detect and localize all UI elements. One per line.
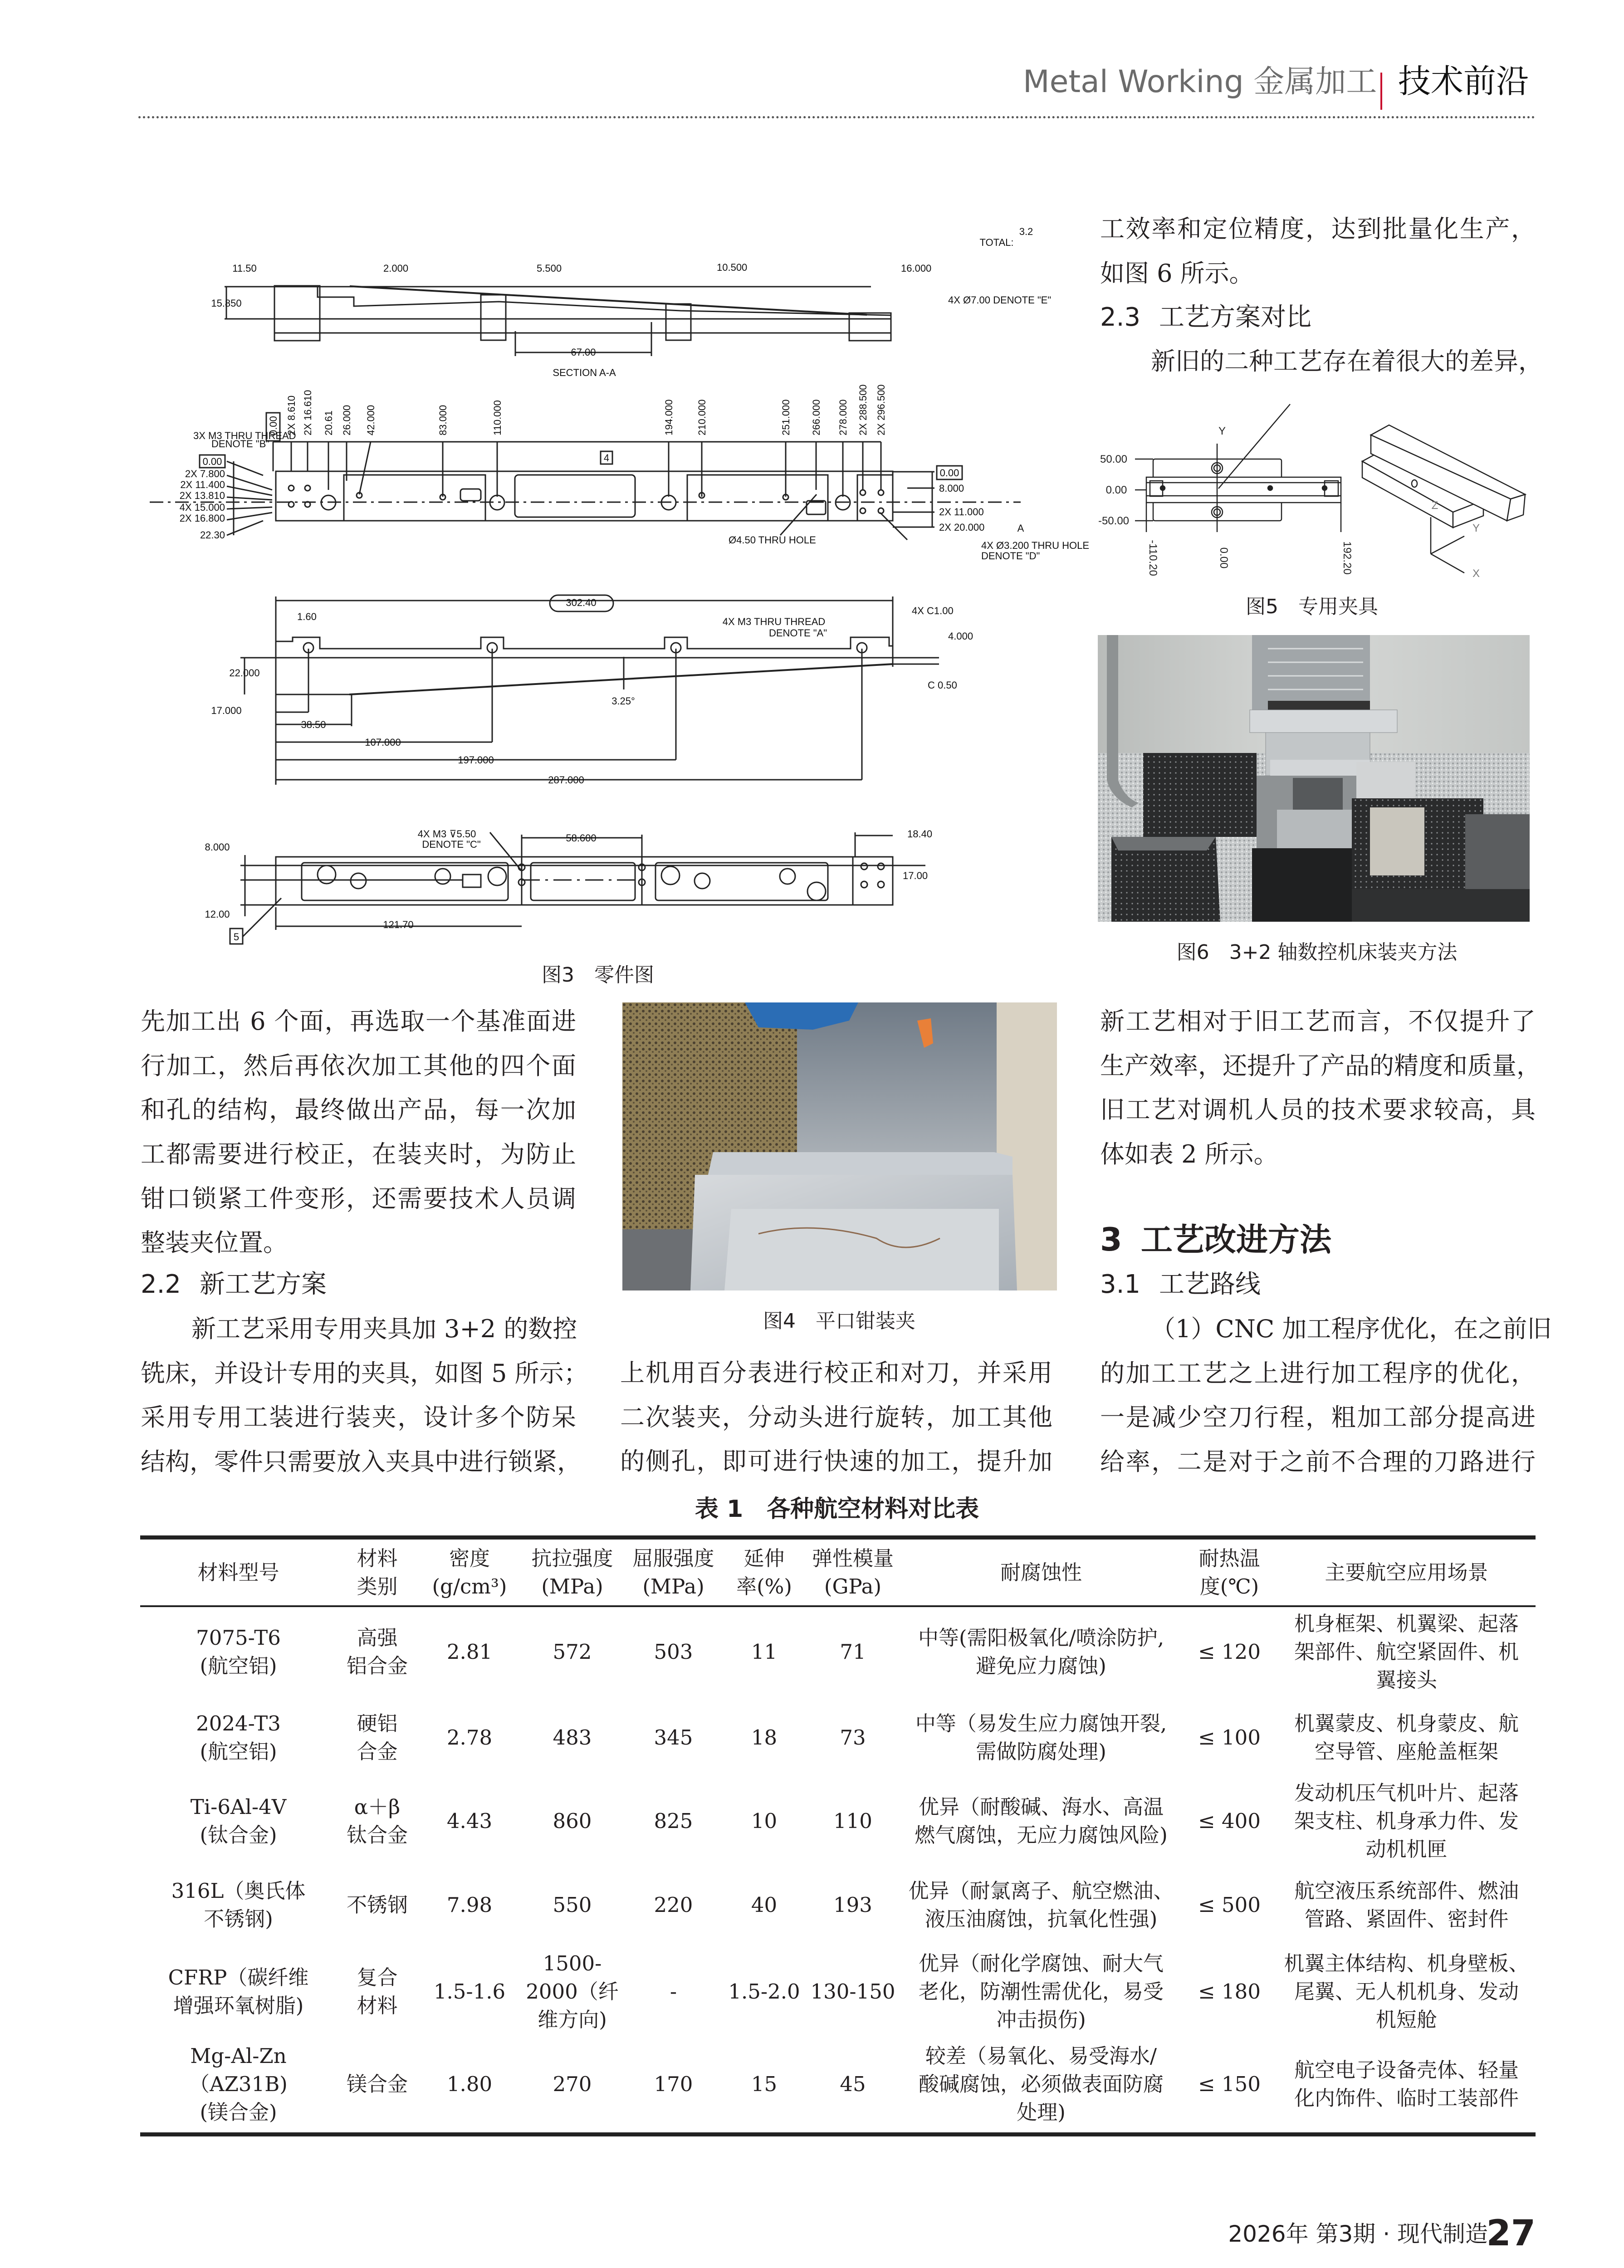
text-line: 给率，二是对于之前不合理的刀路进行 — [1100, 1447, 1536, 1476]
cell-category: 高强 铝合金 — [346, 1625, 408, 1678]
journal-name-cn: 金属加工 — [1253, 64, 1377, 100]
materials-comparison-table — [140, 1535, 1536, 2136]
heading-title: 工艺路线 — [1159, 1270, 1261, 1299]
figure6-cnc-machine-photo — [1098, 635, 1530, 922]
cell-heat: ≤ 150 — [1198, 2072, 1261, 2097]
fig3-dimension-label: 22.000 — [229, 667, 260, 679]
fig3-dimension-label: 2X 11.400 — [180, 479, 225, 490]
cell-usage: 航空液压系统部件、燃油 管路、紧固件、密封件 — [1294, 1879, 1519, 1931]
text-line: 先加工出 6 个面，再选取一个基准面进 — [141, 1007, 576, 1036]
right-top-paragraph-2 — [1100, 339, 1543, 384]
fig3-dimension-label: C 0.50 — [928, 679, 957, 691]
cell-yield: 170 — [654, 2072, 693, 2097]
fig3-dimension-label: 58.600 — [566, 832, 597, 844]
cell-elongation: 10 — [751, 1809, 778, 1833]
cell-tensile: 572 — [553, 1639, 592, 1664]
fig3-dimension-label: 18.40 — [907, 828, 933, 840]
fig3-dimension-label: 2X 11.000 — [939, 506, 984, 518]
cell-yield: 220 — [654, 1893, 693, 1917]
figure4-caption: 图4 平口钳装夹 — [763, 1310, 915, 1333]
cell-density: 7.98 — [446, 1893, 493, 1917]
fig5-x-label-3: 192.20 — [1341, 541, 1353, 575]
fig3-dimension-label: 2X 288.500 — [857, 384, 869, 435]
fig5-y-label-2: 0.00 — [1105, 484, 1127, 496]
cell-corrosion: 优异（耐氯离子、航空燃油、 液压油腐蚀，抗氧化性强) — [908, 1879, 1174, 1931]
cell-elongation: 1.5-2.0 — [728, 1980, 800, 2004]
cell-model: 7075-T6 (航空铝) — [196, 1625, 281, 1678]
section-title: 技术前沿 — [1398, 62, 1529, 100]
cell-model: Ti-6Al-4V (钛合金) — [190, 1795, 287, 1847]
fig3-dimension-label: 4X 15.000 — [179, 502, 225, 513]
cell-tensile: 860 — [553, 1809, 592, 1833]
column-header: 耐热温 度(℃) — [1181, 1538, 1277, 1607]
fig3-dimension-label: DENOTE "D" — [981, 550, 1040, 562]
cell-density: 1.80 — [446, 2072, 493, 2097]
table-row — [140, 1696, 1536, 1779]
fig3-dimension-label: 302.40 — [566, 597, 597, 608]
text-line: 生产效率，还提升了产品的精度和质量， — [1100, 1051, 1541, 1080]
figure4-vise-clamping-photo — [622, 1002, 1057, 1290]
text-line: 行加工，然后再依次加工其他的四个面 — [141, 1051, 576, 1080]
column-header: 材料型号 — [140, 1538, 337, 1607]
section-heading-3 — [1100, 1219, 1331, 1260]
heading-title: 新工艺方案 — [200, 1270, 327, 1299]
table-row — [140, 1947, 1536, 2037]
fig3-dimension-label: 67.00 — [571, 347, 596, 358]
fig5-y-label-1: 50.00 — [1100, 453, 1128, 465]
fig3-dimension-label: DENOTE "C" — [422, 839, 481, 850]
cell-elongation: 40 — [751, 1893, 778, 1917]
fig3-dimension-label: Ø4.50 THRU HOLE — [729, 534, 816, 546]
fig3-dimension-label: 4X Ø3.200 THRU HOLE — [981, 540, 1090, 551]
text-line: 的加工工艺之上进行加工程序的优化， — [1100, 1359, 1536, 1388]
fig3-dimension-label: 3.2 — [1019, 226, 1033, 237]
cell-model: CFRP（碳纤维 增强环氧树脂) — [168, 1965, 309, 2018]
fig3-dimension-label: 2X 16.800 — [179, 513, 225, 524]
right-paragraph-2 — [1100, 1307, 1552, 1484]
column-header: 抗拉强度 (MPa) — [521, 1538, 623, 1607]
cell-modulus: 71 — [840, 1639, 866, 1664]
fig3-dimension-label: 15.850 — [211, 298, 242, 309]
cell-tensile: 270 — [553, 2072, 592, 2097]
cell-model: 316L（奥氏体 不锈钢) — [171, 1879, 306, 1931]
cell-model: 2024-T3 (航空铝) — [196, 1711, 281, 1764]
cell-usage: 发动机压气机叶片、起落 架支柱、机身承力件、发 动机机匣 — [1294, 1781, 1519, 1861]
fig3-dimension-label: 26.000 — [341, 405, 352, 435]
fig3-dimension-label: 4X M3 ⊽5.50 — [417, 828, 476, 840]
cell-corrosion: 优异（耐酸碱、海水、高温 燃气腐蚀，无应力腐蚀风险) — [915, 1795, 1168, 1847]
cell-modulus: 73 — [840, 1725, 866, 1750]
fig3-dimension-label: 4X Ø7.00 DENOTE "E" — [948, 294, 1052, 306]
issue-info: 2026年 第3期 · 现代制造 — [1228, 2221, 1488, 2247]
fig3-dimension-label: 194.000 — [663, 399, 675, 435]
fig3-dimension-label: 121.70 — [383, 919, 414, 930]
page-number: 27 — [1486, 2213, 1536, 2254]
column-header: 主要航空应用场景 — [1277, 1538, 1536, 1607]
cell-elongation: 18 — [751, 1725, 778, 1750]
cell-usage: 机身框架、机翼梁、起落 架部件、航空紧固件、机 翼接头 — [1294, 1611, 1519, 1692]
fig3-dimension-label: 11.50 — [232, 263, 257, 274]
fig3-dimension-label: 12.00 — [205, 909, 230, 920]
text-line: 工效率和定位精度，达到批量化生产， — [1100, 215, 1536, 243]
fig3-dimension-label: 17.00 — [903, 870, 928, 881]
figure5-fixture-drawing — [1098, 395, 1542, 594]
heading-title: 工艺方案对比 — [1159, 303, 1311, 332]
column-header: 弹性模量 (GPa) — [805, 1538, 901, 1607]
fig3-dimension-label: 2X 8.610 — [286, 395, 297, 435]
heading-number: 3.1 — [1100, 1270, 1141, 1299]
fig3-dimension-label: 83.000 — [437, 405, 449, 435]
header-dotted-rule — [138, 116, 1536, 118]
fig3-dimension-label: 2X 296.500 — [876, 384, 887, 435]
cell-heat: ≤ 100 — [1198, 1725, 1261, 1750]
cell-modulus: 130-150 — [810, 1980, 895, 2004]
fig3-dimension-label: 16.000 — [901, 263, 932, 274]
left-paragraph-1 — [141, 999, 576, 1265]
fig3-dimension-label: 1.60 — [297, 611, 317, 622]
fig3-dimension-label: 197.000 — [458, 754, 494, 766]
fig3-dimension-label: 4X M3 THRU THREAD — [722, 616, 826, 627]
cell-tensile: 550 — [553, 1893, 592, 1917]
figure3-part-drawing — [136, 218, 1090, 966]
section-heading-3-1 — [1100, 1268, 1261, 1301]
cell-modulus: 45 — [840, 2072, 866, 2097]
cell-heat: ≤ 500 — [1198, 1893, 1261, 1917]
text-line: 的侧孔，即可进行快速的加工，提升加 — [620, 1447, 1052, 1476]
cell-heat: ≤ 120 — [1198, 1639, 1261, 1664]
fig3-dimension-label: 0.00 — [202, 456, 222, 467]
cell-category: 硬铝 合金 — [357, 1711, 398, 1764]
figure6-caption: 图6 3+2 轴数控机床装夹方法 — [1176, 941, 1458, 964]
fig3-dimension-label: 5 — [233, 931, 240, 943]
fig3-dimension-label: 4 — [603, 452, 610, 464]
table-title: 表 1 各种航空材料对比表 — [695, 1496, 979, 1523]
cell-tensile: 483 — [553, 1725, 592, 1750]
fig3-dimension-label: 4.000 — [948, 631, 973, 642]
fig3-dimension-label: 42.000 — [365, 405, 377, 435]
cell-elongation: 11 — [751, 1639, 778, 1664]
fig3-dimension-label: 278.000 — [837, 399, 849, 435]
section-heading-2-2 — [141, 1268, 327, 1301]
cell-density: 4.43 — [446, 1809, 493, 1833]
cell-modulus: 193 — [833, 1893, 872, 1917]
cell-usage: 机翼主体结构、机身壁板、 尾翼、无人机机身、发动 机短舱 — [1284, 1951, 1529, 2032]
fig3-dimension-label: SECTION A-A — [553, 367, 616, 378]
table-row — [140, 2037, 1536, 2134]
fig3-dimension-label: 8.000 — [939, 483, 964, 494]
cell-category: 复合 材料 — [357, 1965, 398, 2018]
cell-density: 2.78 — [446, 1725, 493, 1750]
cell-yield: 825 — [654, 1809, 693, 1833]
column-header: 耐腐蚀性 — [901, 1538, 1181, 1607]
journal-name — [1023, 64, 1377, 101]
cell-elongation: 15 — [751, 2072, 778, 2097]
table-header-row — [140, 1538, 1536, 1607]
text-line: 采用专用工装进行装夹，设计多个防呆 — [141, 1403, 576, 1432]
text-line: 整装夹位置。 — [141, 1228, 288, 1257]
fig3-dimension-label: 8.000 — [205, 841, 230, 853]
heading-number: 3 — [1100, 1221, 1122, 1258]
section-heading-2-3 — [1100, 301, 1311, 334]
fig3-dimension-label: 5.500 — [537, 263, 562, 274]
fig3-dimension-label: 20.61 — [323, 410, 334, 435]
cell-tensile: 1500- 2000（纤 维方向) — [526, 1951, 619, 2032]
heading-title: 工艺改进方法 — [1141, 1221, 1331, 1258]
cell-yield: 345 — [654, 1725, 693, 1750]
cell-usage: 机翼蒙皮、机身蒙皮、航 空导管、座舱盖框架 — [1294, 1711, 1519, 1764]
middle-paragraph — [620, 1351, 1052, 1484]
fig3-dimension-label: 2X 7.800 — [185, 468, 225, 479]
fig3-dimension-label: 251.000 — [780, 399, 792, 435]
text-line: （1）CNC 加工程序优化，在之前旧 — [1151, 1315, 1552, 1343]
fig3-dimension-label: TOTAL: — [979, 237, 1014, 248]
cell-heat: ≤ 400 — [1198, 1809, 1261, 1833]
fig5-axis-y2: Y — [1472, 522, 1480, 534]
cell-corrosion: 中等（易发生应力腐蚀开裂, 需做防腐处理) — [915, 1711, 1167, 1764]
fig5-axis-x: X — [1472, 567, 1480, 580]
cell-yield: - — [670, 1980, 677, 2004]
fig3-dimension-label: 110.000 — [492, 400, 503, 435]
text-line: 和孔的结构，最终做出产品，每一次加 — [141, 1095, 576, 1124]
fig3-dimension-label: DENOTE "A" — [768, 627, 827, 639]
fig5-x-label-1: -110.20 — [1147, 540, 1159, 576]
heading-number: 2.2 — [141, 1270, 181, 1299]
text-line: 旧工艺对调机人员的技术要求较高，具 — [1100, 1095, 1536, 1124]
cell-model: Mg-Al-Zn（AZ31B) (镁合金) — [189, 2044, 288, 2125]
text-line: 钳口锁紧工件变形，还需要技术人员调 — [141, 1184, 576, 1213]
text-line: 体如表 2 所示。 — [1100, 1140, 1278, 1169]
cell-corrosion: 中等(需阳极氧化/喷涂防护, 避免应力腐蚀) — [918, 1625, 1164, 1678]
fig3-dimension-label: DENOTE "B" — [211, 438, 270, 450]
text-line: 二次装夹，分动头进行旋转，加工其他 — [620, 1403, 1052, 1432]
text-line: 工都需要进行校正，在装夹时，为防止 — [141, 1140, 576, 1169]
fig3-dimension-label: 2.000 — [383, 263, 409, 274]
text-line: 新旧的二种工艺存在着很大的差异， — [1151, 347, 1543, 376]
text-line: 结构，零件只需要放入夹具中进行锁紧， — [141, 1447, 582, 1476]
column-header: 材料 类别 — [337, 1538, 418, 1607]
cell-density: 2.81 — [446, 1639, 493, 1664]
right-paragraph-1 — [1100, 999, 1541, 1177]
fig5-y-label-3: -50.00 — [1098, 515, 1130, 527]
cell-heat: ≤ 180 — [1198, 1980, 1261, 2004]
column-header: 密度 (g/cm³) — [418, 1538, 521, 1607]
fig3-dimension-label: 3X M3 THRU THREAD — [193, 430, 296, 441]
right-top-paragraph — [1100, 207, 1536, 295]
text-line: 上机用百分表进行校正和对刀，并采用 — [620, 1359, 1052, 1387]
fig5-axis-y: Y — [1218, 425, 1226, 437]
fig3-dimension-label: 266.000 — [811, 399, 822, 435]
fig3-dimension-label: 210.000 — [696, 399, 708, 435]
journal-name-en: Metal Working — [1023, 64, 1244, 100]
fig3-dimension-label: 4X C1.00 — [912, 605, 954, 616]
text-line: 新工艺采用专用夹具加 3+2 的数控 — [191, 1315, 577, 1343]
table-row — [140, 1779, 1536, 1863]
fig3-dimension-label: 0.00 — [268, 416, 279, 435]
table-row — [140, 1863, 1536, 1947]
fig3-dimension-label: 22.30 — [200, 529, 225, 541]
figure3-caption: 图3 零件图 — [542, 963, 654, 987]
fig3-dimension-label: A — [1017, 523, 1024, 534]
text-line: 铣床，并设计专用的夹具，如图 5 所示； — [141, 1359, 588, 1388]
header-divider — [1380, 73, 1382, 110]
cell-yield: 503 — [654, 1639, 693, 1664]
column-header: 延伸 率(%) — [724, 1538, 805, 1607]
fig3-dimension-label: 10.500 — [717, 262, 748, 273]
cell-corrosion: 优异（耐化学腐蚀、耐大气 老化，防潮性需优化，易受 冲击损伤) — [918, 1951, 1164, 2032]
cell-modulus: 110 — [833, 1809, 872, 1833]
fig5-axis-z: Z — [1431, 499, 1438, 512]
fig3-dimension-label: 2X 13.810 — [179, 490, 225, 501]
text-line: 如图 6 所示。 — [1100, 259, 1254, 288]
text-line: 新工艺相对于旧工艺而言，不仅提升了 — [1100, 1007, 1536, 1036]
fig3-dimension-label: 38.50 — [301, 719, 326, 730]
cell-category: α＋β 钛合金 — [346, 1795, 408, 1847]
cell-density: 1.5-1.6 — [433, 1980, 506, 2004]
fig3-dimension-label: 2X 20.000 — [939, 522, 985, 533]
figure5-caption: 图5 专用夹具 — [1246, 595, 1378, 618]
cell-corrosion: 较差（易氧化、易受海水/ 酸碱腐蚀，必须做表面防腐 处理) — [918, 2044, 1164, 2125]
left-paragraph-2 — [141, 1307, 588, 1484]
cell-category: 镁合金 — [346, 2072, 408, 2097]
heading-number: 2.3 — [1100, 303, 1141, 332]
fig3-dimension-label: 0.00 — [939, 467, 959, 479]
fig5-x-label-2: 0.00 — [1218, 547, 1230, 569]
fig3-dimension-label: 287.000 — [548, 774, 584, 786]
text-line: 一是减少空刀行程，粗加工部分提高进 — [1100, 1403, 1536, 1432]
fig3-dimension-label: 2X 16.610 — [302, 390, 313, 435]
column-header: 屈服强度 (MPa) — [623, 1538, 724, 1607]
cell-category: 不锈钢 — [346, 1893, 408, 1917]
fig3-dimension-label: 17.000 — [211, 705, 242, 716]
fig3-dimension-label: 3.25° — [611, 695, 635, 707]
cell-usage: 航空电子设备壳体、轻量 化内饰件、临时工装部件 — [1294, 2058, 1519, 2111]
table-row — [140, 1606, 1536, 1696]
fig3-dimension-label: 107.000 — [365, 737, 401, 748]
